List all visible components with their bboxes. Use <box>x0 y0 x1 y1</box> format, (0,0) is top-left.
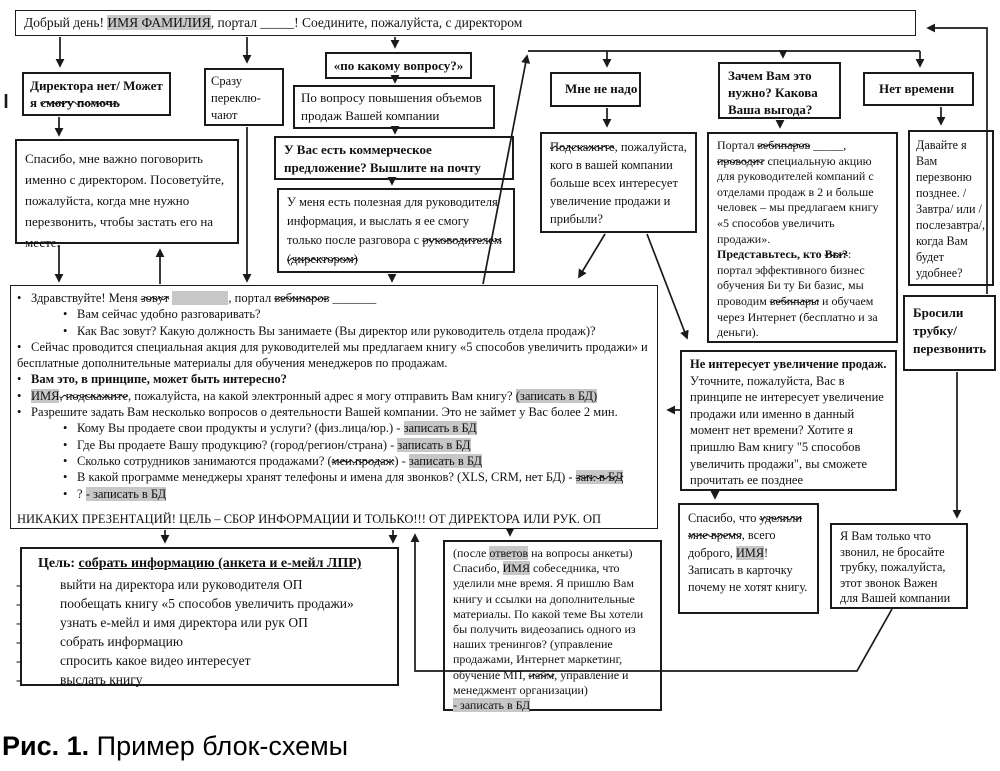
flow-box-thanks-card: Спасибо, что уделили мне время, всего доброго, ИМЯ! Записать в карточку почему не хотят книгу. <box>678 503 819 614</box>
flow-box-call-later: Давайте я Вам перезвоню позднее. /Завтра/ или /послезавтра/, когда Вам будет удобнее? <box>908 130 994 286</box>
flow-box-dont-need: Мне не надо <box>550 72 641 107</box>
flow-box-greeting: Добрый день! ИМЯ ФАМИЛИЯ, портал _____! Соедините, пожалуйста, с директором <box>15 10 916 36</box>
flow-box-transfer-immediately: Сразу переклю-чают <box>204 68 284 126</box>
flow-box-no-time: Нет времени <box>863 72 974 106</box>
flow-box-just-called: Я Вам только что звонил, не бросайте трубку, пожалуйста, этот звонок Важен для Вашей компании <box>830 523 968 609</box>
flow-box-who-interested: Подскажите, пожалуйста, кого в вашей компании больше всех интересует увеличение продажи и прибыли? <box>540 132 697 233</box>
flow-box-no-director: Директора нет/ Может я смогу помочь <box>22 72 171 116</box>
flow-box-commercial-offer: У Вас есть коммерческое предложение? Вышлите на почту <box>274 136 514 180</box>
flow-box-why-benefit: Зачем Вам это нужно? Какова Ваша выгода? <box>718 62 841 119</box>
flow-box-not-interested: Не интересует увеличение продаж. Уточните, пожалуйста, Вас в принципе не интересует увеличение продажи или именно в данный момент нет времени? Хотите я пришлю Вам книгу "5 способов увеличить продажи", вы сможете прочитать ее позднее <box>680 350 897 491</box>
figure-caption <box>2 731 348 762</box>
figure-caption-text: Пример блок-схемы <box>89 731 349 761</box>
flow-box-goal: Цель: собрать информацию (анкета и е-мейл ЛПР) - выйти на директора или руководителя ОП - пообещать книгу «5 способов увеличить продажи» - узнать е-мейл и имя директора или рук ОП - собрать информацию - спросить какое видео интересует - выслать книгу <box>20 547 399 686</box>
figure-caption-label: Рис. 1. <box>2 731 90 761</box>
flow-box-useful-info: У меня есть полезная для руководителя информация, и выслать я ее смогу только после разговора с руководителем (директором) <box>277 188 515 273</box>
flow-box-main-script: • Здравствуйте! Меня зовут , портал вебинаров _______ • Вам сейчас удобно разговаривать? • Как Вас зовут? Какую должность Вы занимаете (Вы директор или руководитель отдела продаж)? • Сейчас проводится специальная акция для руководителей мы предлагаем книгу «5 способов увеличить продажи» и бесплатные дополнительные материалы для обучения менеджеров по продажам. • Вам это, в принципе, может быть интересно? • ИМЯ, подскажите, пожалуйста, на какой электронный адрес я могу отправить Вам книгу? (записать в БД) • Разрешите задать Вам несколько вопросов о деятельности Вашей компании. Это не займет у Вас более 2 мин. • Кому Вы продаете свои продукты и услуги? (физ.лица/юр.) - записать в БД • Где Вы продаете Вашу продукцию? (город/регион/страна) - записать в БД • Сколько сотрудников занимаются продажами? (мен.продаж) - записать в БД • В какой программе менеджеры хранят телефоны и имена для звонков? (XLS, CRM, нет БД) - зап. в БД • ? - записать в БД НИКАКИХ ПРЕЗЕНТАЦИЙ! ЦЕЛЬ – СБОР ИНФОРМАЦИИ И ТОЛЬКО!!! ОТ ДИРЕКТОРА ИЛИ РУК. ОП <box>10 285 658 529</box>
flow-box-after-survey: (после ответов на вопросы анкеты) Спасибо, ИМЯ собеседника, что уделили мне время. Я пришлю Вам книгу и ссылки на дополнительные материалы. По какой теме Вы хотели бы получить видеозапись одного из наших тренингов? (управление продажами, Интернет маркетинг, обучение МП, найм, управление и менеджмент организации) - записать в БД <box>443 540 662 711</box>
flow-box-important-to-talk: Спасибо, мне важно поговорить именно с директором. Посоветуйте, пожалуйста, когда мне нужно перезвонить, чтобы застать его на месте. <box>15 139 239 244</box>
flow-box-sales-increase-question: По вопросу повышения объемов продаж Вашей компании <box>293 85 495 129</box>
flow-box-portal-promo: Портал вебинаров _____, проводит специальную акцию для руководителей компаний с отделами продаж в 2 и больше человек – мы предлагаем книгу «5 способов увеличить продажи». Представьтесь, кто Вы?: портал эффективного бизнес обучения Би ту Би базис, мы проводим вебинары и обучаем через Интернет (бесплатно и за деньги). <box>707 132 898 343</box>
flow-box-what-question: «по какому вопросу?» <box>325 52 472 79</box>
flow-box-hung-up: Бросили трубку/ перезвонить <box>903 295 996 371</box>
